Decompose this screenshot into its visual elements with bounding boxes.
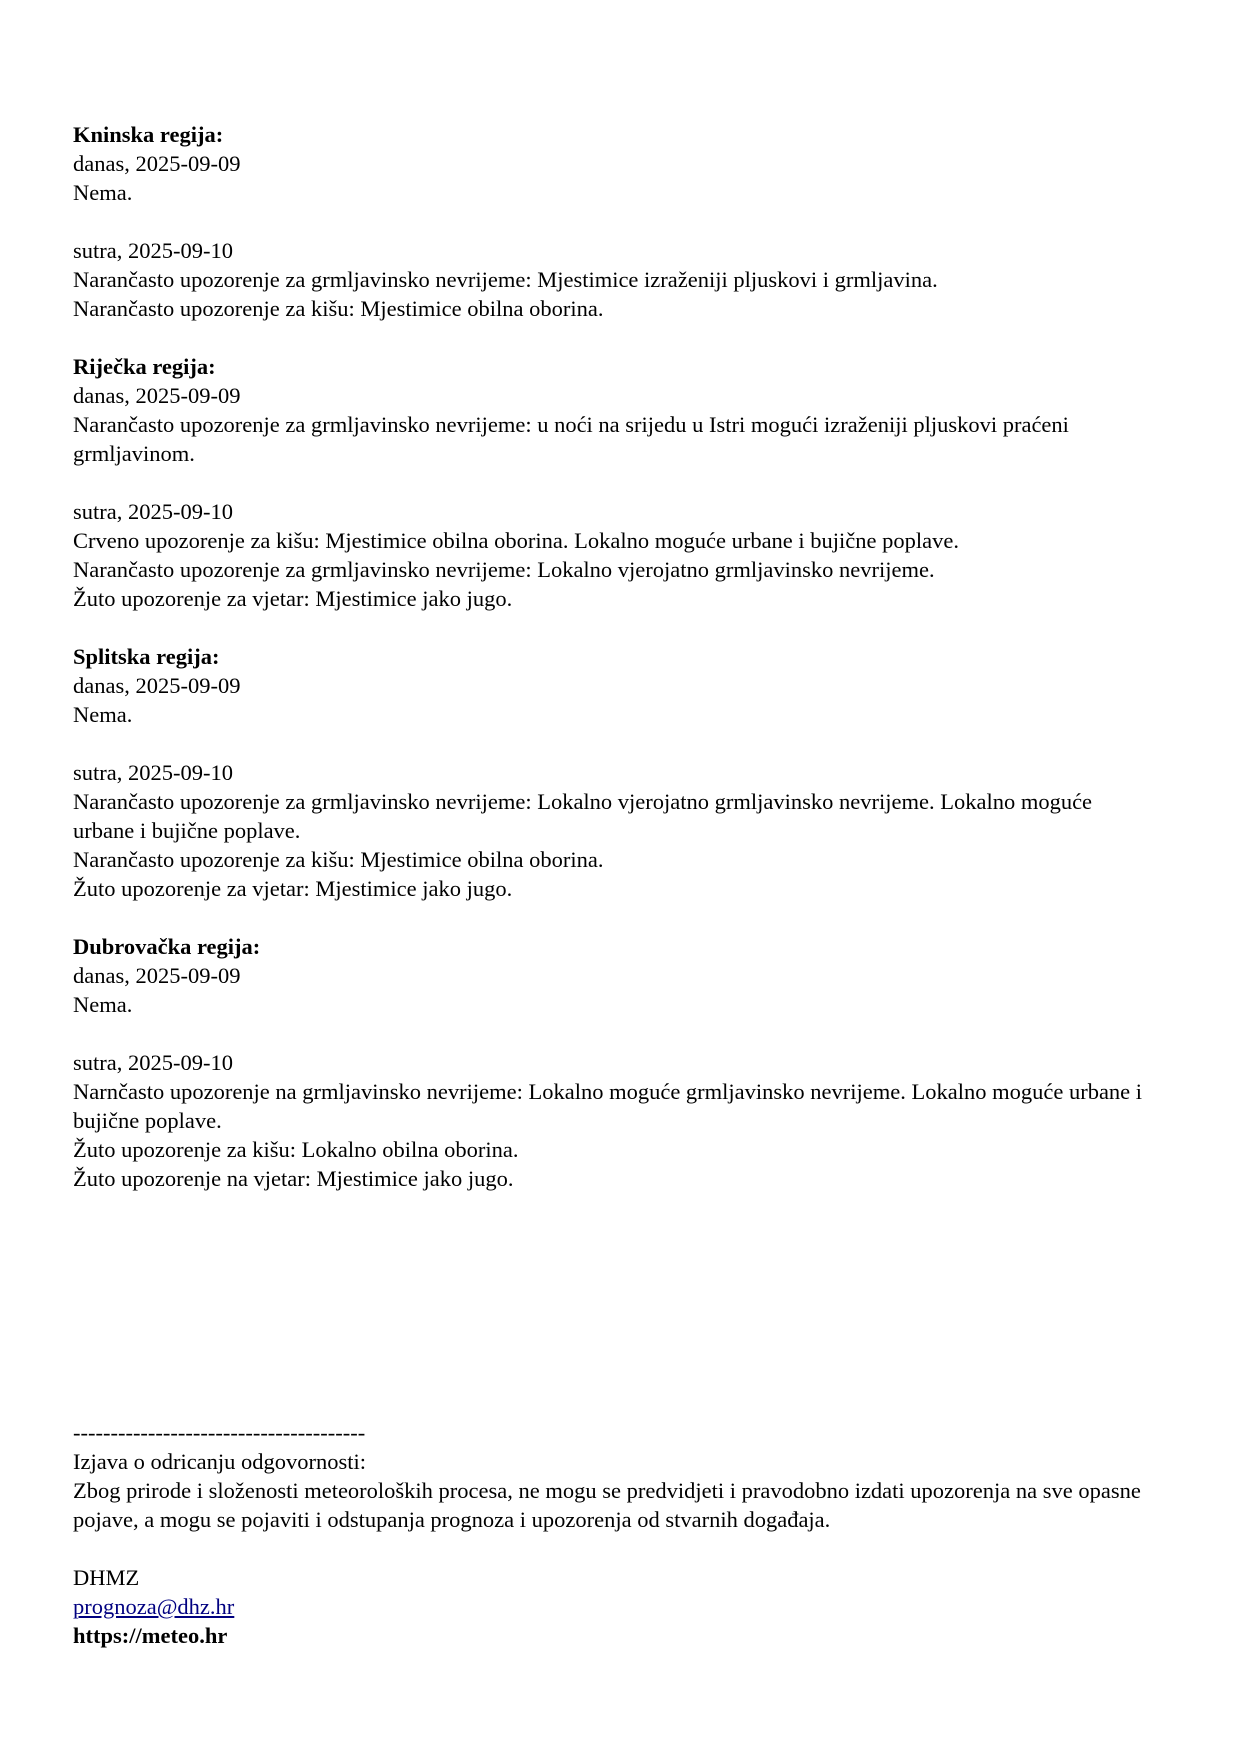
warnings-document: [73, 120, 1148, 1193]
warning-line: Narančasto upozorenje za grmljavinsko nevrijeme: Lokalno vjerojatno grmljavinsko nevrijeme. Lokalno moguće urbane i bujične poplave.: [73, 789, 1098, 843]
spacer: [73, 903, 1143, 932]
warning-line: Nema.: [73, 992, 133, 1017]
warning-line: Narančasto upozorenje za grmljavinsko nevrijeme: Lokalno vjerojatno grmljavinsko nevrijeme.: [73, 557, 935, 582]
day-date: danas, 2025-09-09: [73, 383, 241, 408]
document-footer: [73, 1418, 1147, 1650]
warning-line: Žuto upozorenje na vjetar: Mjestimice jako jugo.: [73, 1166, 514, 1191]
region-title: Splitska regija:: [73, 644, 220, 669]
spacer: [73, 729, 1143, 758]
spacer: [73, 207, 1143, 236]
warning-line: Žuto upozorenje za vjetar: Mjestimice jako jugo.: [73, 876, 513, 901]
spacer: [73, 1019, 1143, 1048]
region-section: [73, 352, 1143, 642]
warning-line: Narančasto upozorenje za grmljavinsko nevrijeme: u noći na srijedu u Istri mogući izraženiji pljuskovi praćeni grmljavinom.: [73, 412, 1075, 466]
separator-line: ---------------------------------------: [73, 1420, 366, 1445]
website-text: https://meteo.hr: [73, 1623, 228, 1648]
spacer: [73, 1534, 1143, 1563]
spacer: [73, 323, 1143, 352]
day-date: sutra, 2025-09-10: [73, 238, 233, 263]
disclaimer-title: Izjava o odricanju odgovornosti:: [73, 1449, 367, 1474]
day-date: sutra, 2025-09-10: [73, 760, 233, 785]
disclaimer-text: Zbog prirode i složenosti meteoroloških procesa, ne mogu se predvidjeti i pravodobno izdati upozorenja na sve opasne pojave, a mogu se pojaviti i odstupanja prognoza i upozorenja od stvarnih događaja.: [73, 1478, 1147, 1532]
region-title: Kninska regija:: [73, 122, 224, 147]
warning-line: Nema.: [73, 702, 133, 727]
region-section: [73, 120, 1143, 352]
day-date: danas, 2025-09-09: [73, 151, 241, 176]
day-date: danas, 2025-09-09: [73, 673, 241, 698]
email-link[interactable]: prognoza@dhz.hr: [73, 1594, 235, 1619]
warning-line: Crveno upozorenje za kišu: Mjestimice obilna oborina. Lokalno moguće urbane i bujične poplave.: [73, 528, 959, 553]
day-date: sutra, 2025-09-10: [73, 1050, 233, 1075]
email-line: [73, 1592, 1143, 1621]
warning-line: Narančasto upozorenje za kišu: Mjestimice obilna oborina.: [73, 847, 604, 872]
warning-line: Narančasto upozorenje za grmljavinsko nevrijeme: Mjestimice izraženiji pljuskovi i grmljavina.: [73, 267, 938, 292]
warning-line: Žuto upozorenje za vjetar: Mjestimice jako jugo.: [73, 586, 513, 611]
region-title: Dubrovačka regija:: [73, 934, 261, 959]
warning-line: Žuto upozorenje za kišu: Lokalno obilna oborina.: [73, 1137, 519, 1162]
warning-line: Nema.: [73, 180, 133, 205]
warning-line: Narnčasto upozorenje na grmljavinsko nevrijeme: Lokalno moguće grmljavinsko nevrijeme. Lokalno moguće urbane i bujične poplave.: [73, 1079, 1148, 1133]
day-date: sutra, 2025-09-10: [73, 499, 233, 524]
warning-line: Narančasto upozorenje za kišu: Mjestimice obilna oborina.: [73, 296, 604, 321]
spacer: [73, 468, 1143, 497]
spacer: [73, 613, 1143, 642]
day-date: danas, 2025-09-09: [73, 963, 241, 988]
region-title: Riječka regija:: [73, 354, 216, 379]
region-section: [73, 642, 1143, 932]
organization-name: DHMZ: [73, 1565, 140, 1590]
region-section: [73, 932, 1148, 1193]
